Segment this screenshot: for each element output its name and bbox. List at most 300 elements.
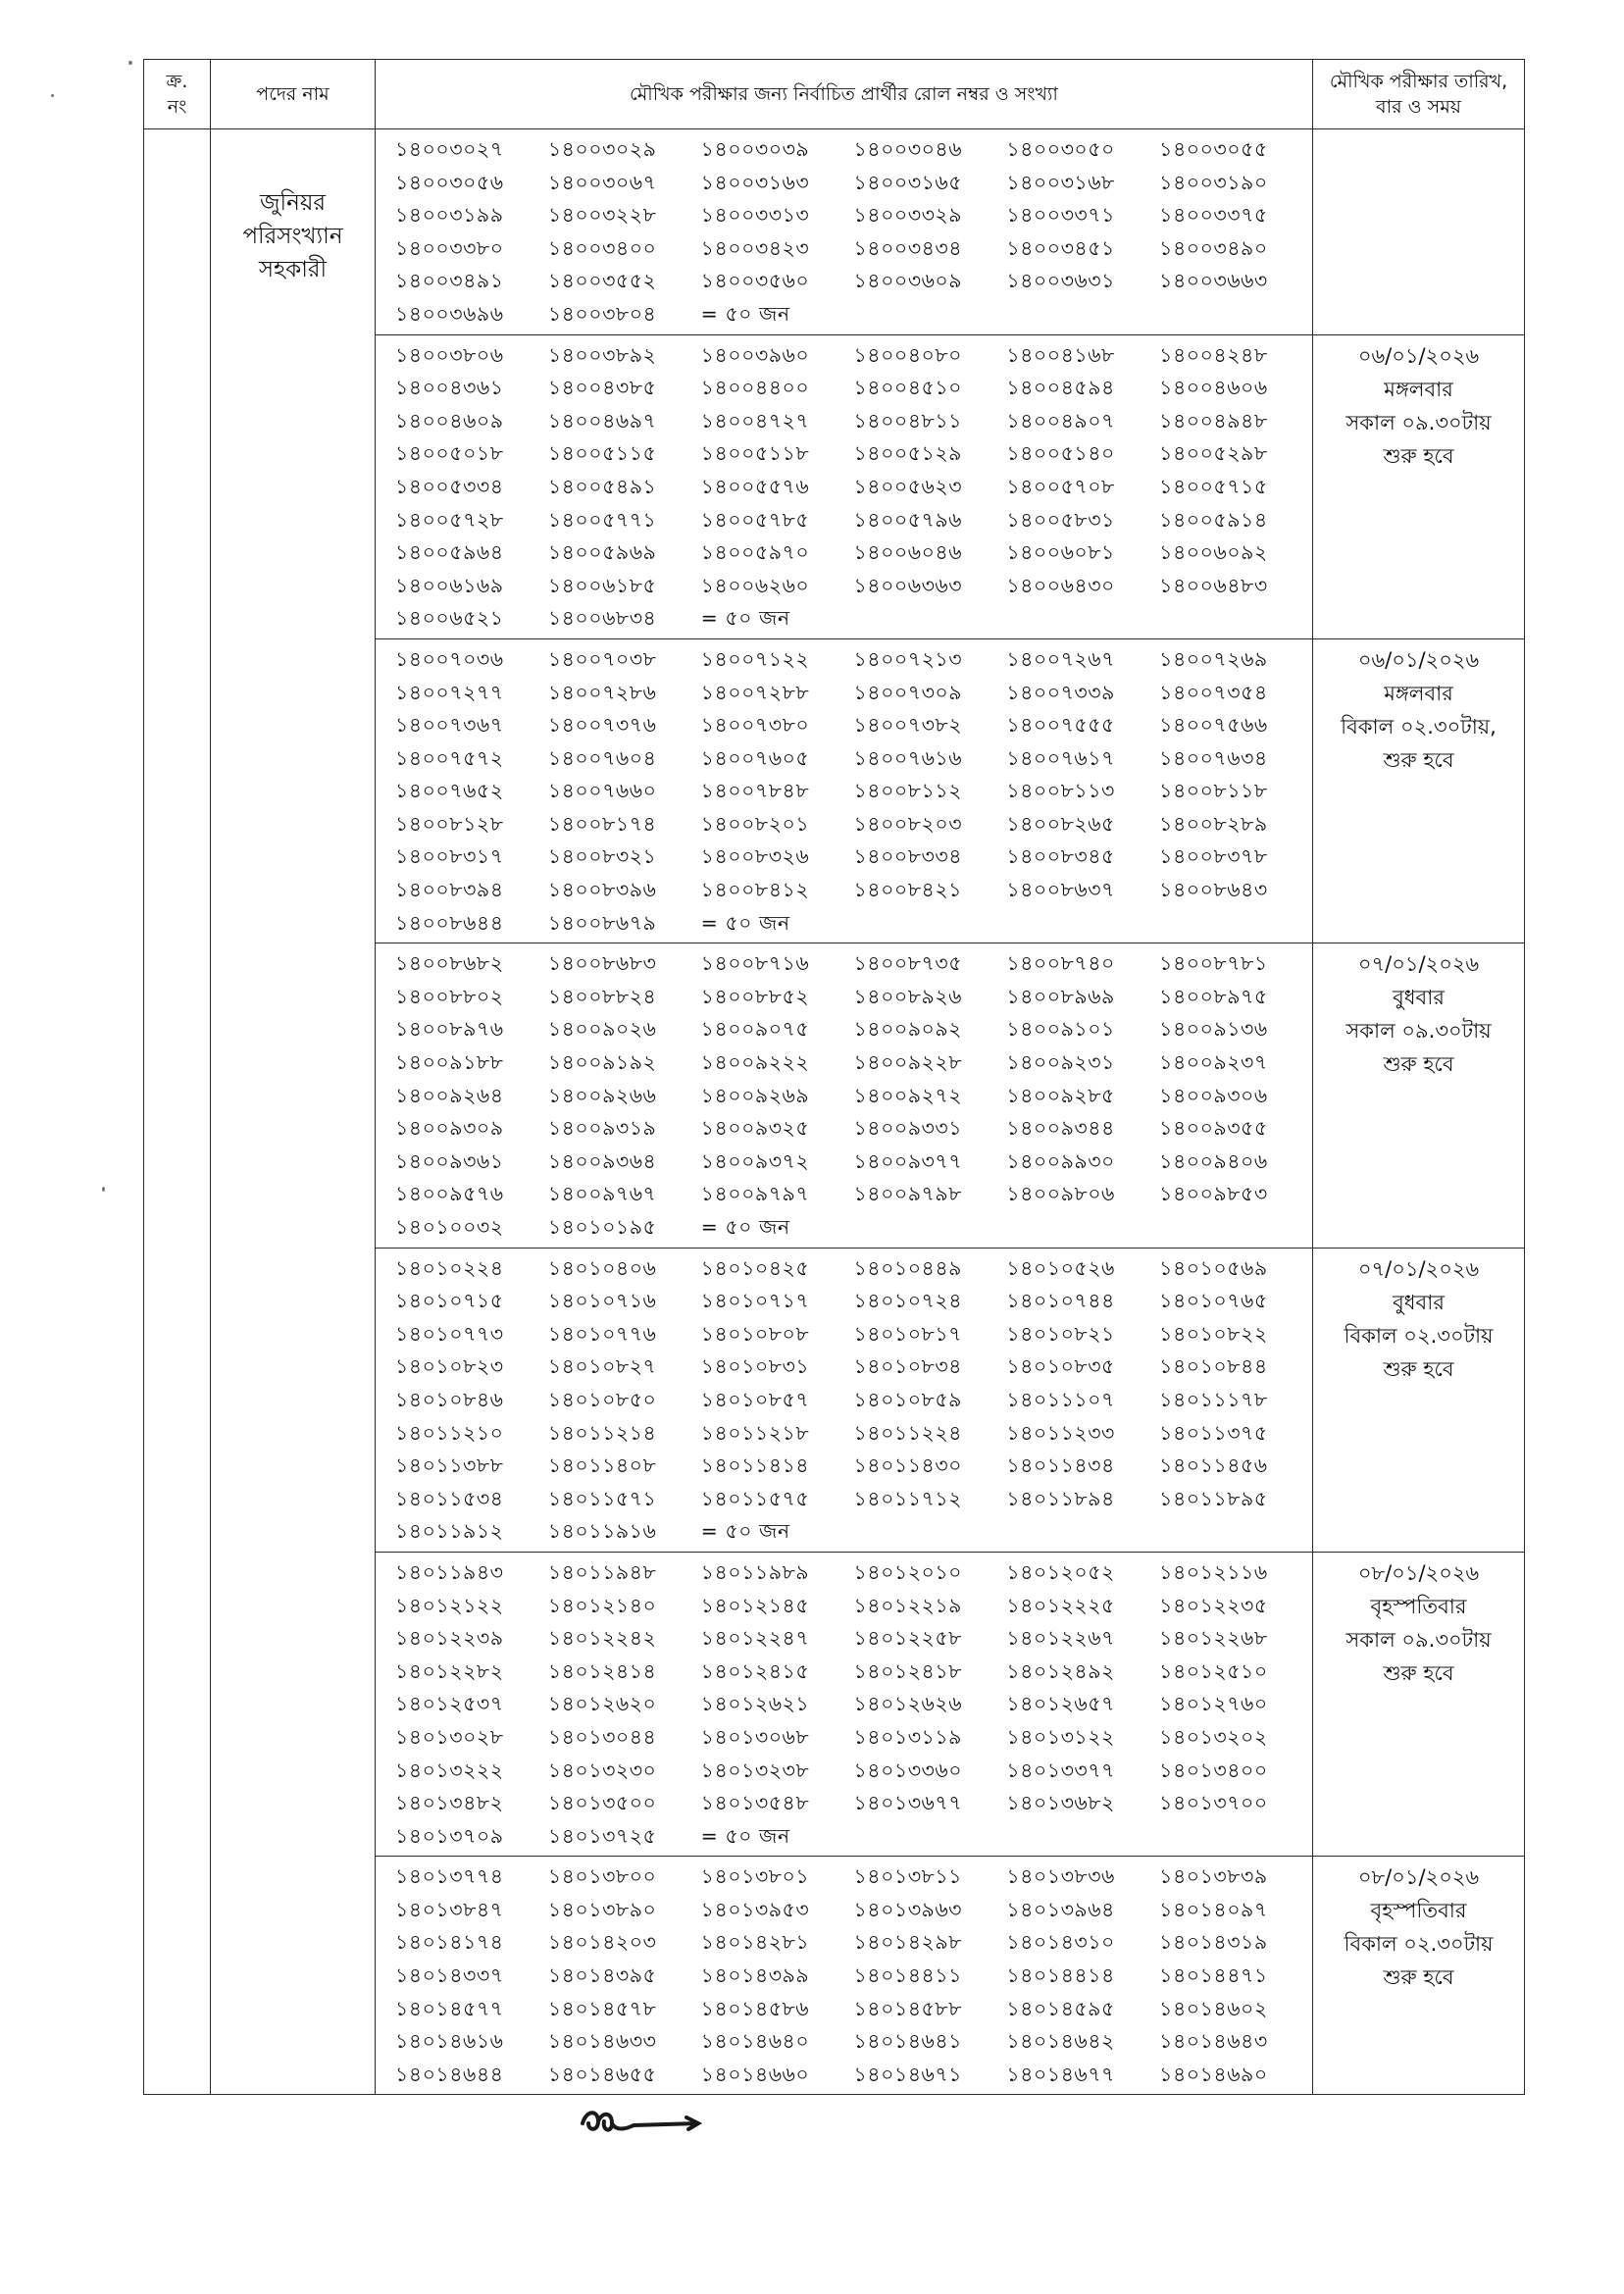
roll-number: ১৪০০৯৭৯৭ bbox=[700, 1182, 810, 1206]
roll-number: ১৪০০৯১৩৬ bbox=[1159, 1017, 1268, 1042]
roll-number: ১৪০০৯২৬৬ bbox=[547, 1083, 657, 1107]
roll-number: ১৪০১২৬২৬ bbox=[853, 1692, 963, 1716]
roll-number: ১৪০১৩৩৭৭ bbox=[1006, 1758, 1115, 1782]
start-note: শুরু হবে bbox=[1383, 1052, 1454, 1077]
roll-number: ১৪০০৩৩২৯ bbox=[853, 203, 963, 228]
roll-number: ১৪০০৮৩১৭ bbox=[395, 844, 504, 869]
roll-number: ১৪০০৩৬০৯ bbox=[853, 269, 963, 293]
roll-number: ১৪০০৩০৬৭ bbox=[547, 170, 657, 194]
roll-number: ১৪০০৯৭৯৮ bbox=[853, 1182, 962, 1206]
roll-number: ১৪০১২৪১৮ bbox=[853, 1658, 962, 1683]
roll-number: ১৪০১১২৩৩ bbox=[1006, 1420, 1115, 1445]
roll-number: ১৪০০৫৩৩৪ bbox=[395, 474, 504, 498]
roll-number: ১৪০০৫৬২৩ bbox=[853, 474, 963, 498]
roll-number: ১৪০০৮৯২৬ bbox=[853, 984, 963, 1008]
header-roll-numbers: মৌখিক পরীক্ষার জন্য নির্বাচিত প্রার্থীর রোল নম্বর ও সংখ্যা bbox=[376, 60, 1313, 129]
group-total-count: = ৫০ জন bbox=[700, 1215, 790, 1239]
roll-number: ১৪০১১৯৮৯ bbox=[700, 1559, 810, 1584]
roll-number: ১৪০০৯২২২ bbox=[700, 1050, 810, 1075]
schedule-cell bbox=[1313, 1857, 1525, 2095]
interview-date: ০৭/০১/২০২৬ bbox=[1357, 1256, 1480, 1281]
roll-number: ১৪০০৮৬৪৩ bbox=[1159, 878, 1268, 902]
roll-number: ১৪০১০৫২৬ bbox=[1006, 1255, 1115, 1280]
interview-date: ০৮/০১/২০২৬ bbox=[1357, 1560, 1480, 1585]
serial-cell bbox=[144, 129, 211, 2095]
roll-number: ১৪০১৪৫৭৭ bbox=[395, 1996, 504, 2020]
roll-number: ১৪০০৬০৯২ bbox=[1159, 540, 1268, 565]
roll-number: ১৪০০৯০২৬ bbox=[547, 1017, 657, 1042]
roll-number: ১৪০০৮৩৪৫ bbox=[1006, 844, 1115, 869]
roll-number: ১৪০০৫৭১৫ bbox=[1159, 474, 1268, 498]
roll-number: ১৪০০৩৪৯০ bbox=[1159, 235, 1268, 260]
roll-number: ১৪০১১৫৩৪ bbox=[395, 1486, 504, 1510]
roll-number: ১৪০১৪৬৪১ bbox=[853, 2029, 962, 2054]
start-note: শুরু হবে bbox=[1383, 1356, 1454, 1381]
schedule-cell bbox=[1313, 943, 1525, 1248]
roll-number: ১৪০০৮২০৩ bbox=[853, 811, 963, 836]
roll-number-grid bbox=[376, 133, 1312, 331]
roll-number: ১৪০০৬৪৩০ bbox=[1006, 573, 1115, 597]
roll-number: ১৪০১১৮৯৫ bbox=[1159, 1486, 1268, 1510]
roll-number: ১৪০১৪৬৪৩ bbox=[1159, 2029, 1268, 2054]
roll-number: ১৪০১০৮৫৯ bbox=[853, 1387, 962, 1411]
roll-number: ১৪০০৯৩৬১ bbox=[395, 1148, 504, 1173]
roll-number: ১৪০০৮৬৪৪ bbox=[395, 910, 504, 935]
roll-number: ১৪০০৯৪০৬ bbox=[1159, 1148, 1268, 1173]
roll-number: ১৪০১৩৫৪৮ bbox=[700, 1791, 810, 1815]
roll-number: ১৪০১০৮২২ bbox=[1159, 1321, 1268, 1346]
roll-number: ১৪০০৩০২৭ bbox=[395, 137, 504, 161]
roll-number: ১৪০০৮১৭৪ bbox=[547, 811, 657, 836]
roll-number: ১৪০০৬৫২১ bbox=[395, 606, 504, 631]
roll-number: ১৪০০৩১৯০ bbox=[1159, 170, 1268, 194]
roll-number: ১৪০১১৪৩০ bbox=[853, 1453, 962, 1478]
roll-number: ১৪০০৪৩৬১ bbox=[395, 376, 504, 400]
roll-number: ১৪০১০৭৭৩ bbox=[395, 1321, 504, 1346]
header-schedule: মৌখিক পরীক্ষার তারিখ, বার ও সময় bbox=[1313, 60, 1525, 129]
interview-day: বৃহস্পতিবার bbox=[1370, 1899, 1467, 1923]
roll-number: ১৪০১৩২২২ bbox=[395, 1758, 504, 1782]
roll-number: ১৪০১২২৪২ bbox=[547, 1626, 657, 1651]
roll-number: ১৪০১০৮৩১ bbox=[700, 1354, 810, 1379]
roll-number: ১৪০০৩৩৮০ bbox=[395, 235, 504, 260]
roll-number: ১৪০১৪১৭৪ bbox=[395, 1930, 504, 1955]
roll-number: ১৪০০৯৩৩১ bbox=[853, 1116, 963, 1141]
interview-date: ০৮/০১/২০২৬ bbox=[1357, 1865, 1480, 1890]
roll-number: ১৪০১৪৩১০ bbox=[1006, 1930, 1115, 1955]
group-total-count: = ৫০ জন bbox=[700, 606, 790, 631]
roll-number: ১৪০০৮৭৩৫ bbox=[853, 951, 963, 976]
roll-number: ১৪০১০৮৫০ bbox=[547, 1387, 657, 1411]
header-serial: ক্র. নং bbox=[144, 60, 211, 129]
roll-number: ১৪০১০৭৭৬ bbox=[547, 1321, 657, 1346]
roll-number: ১৪০০৯৩২৫ bbox=[700, 1116, 810, 1141]
roll-number: ১৪০০৭২৮৮ bbox=[700, 680, 810, 704]
roll-number: ১৪০০৩৩৭১ bbox=[1006, 203, 1115, 228]
roll-number: ১৪০১৩৪০০ bbox=[1159, 1758, 1268, 1782]
roll-number: ১৪০০৯৩০৯ bbox=[395, 1116, 504, 1141]
roll-number: ১৪০০৯২৬৪ bbox=[395, 1083, 504, 1107]
roll-number: ১৪০০৯২৬৯ bbox=[700, 1083, 810, 1107]
roll-number: ১৪০০৩১৬৩ bbox=[700, 170, 810, 194]
roll-number: ১৪০০৮৩৭৮ bbox=[1159, 844, 1268, 869]
roll-number: ১৪০০৩০২৯ bbox=[547, 137, 657, 161]
roll-number: ১৪০০৭৩০৯ bbox=[853, 680, 963, 704]
roll-number: ১৪০০৭১২২ bbox=[700, 646, 810, 671]
roll-number: ১৪০০৬০৪৬ bbox=[853, 540, 963, 565]
signature-mark bbox=[577, 2102, 704, 2141]
roll-number: ১৪০১২৬২১ bbox=[700, 1692, 810, 1716]
scan-speck bbox=[102, 1187, 105, 1192]
roll-number: ১৪০০৮৩২৬ bbox=[700, 844, 810, 869]
schedule-cell bbox=[1313, 1248, 1525, 1552]
roll-number: ১৪০১৩৭০০ bbox=[1159, 1791, 1268, 1815]
roll-number: ১৪০০৯৩৭২ bbox=[700, 1148, 810, 1173]
roll-number: ১৪০০৯৩১৯ bbox=[547, 1116, 657, 1141]
roll-number: ১৪০১০৮০৮ bbox=[700, 1321, 810, 1346]
roll-number: ১৪০০৯২৮৫ bbox=[1006, 1083, 1115, 1107]
roll-number: ১৪০০৮২৬৫ bbox=[1006, 811, 1115, 836]
roll-number: ১৪০০৭২১৩ bbox=[853, 646, 963, 671]
roll-number: ১৪০০৭৬১৭ bbox=[1006, 745, 1115, 770]
roll-number: ১৪০০৮৯৬৯ bbox=[1006, 984, 1115, 1008]
roll-number: ১৪০০৭৩৭৬ bbox=[547, 713, 657, 738]
roll-number: ১৪০১২৪৯২ bbox=[1006, 1658, 1115, 1683]
roll-number: ১৪০০৩১৯৯ bbox=[395, 203, 504, 228]
roll-number: ১৪০১৩৮৩৬ bbox=[1006, 1864, 1115, 1889]
roll-number: ১৪০১০০৩২ bbox=[395, 1215, 504, 1239]
roll-number: ১৪০০৯২৩৭ bbox=[1159, 1050, 1268, 1075]
schedule-cell bbox=[1313, 638, 1525, 943]
schedule-cell bbox=[1313, 1552, 1525, 1856]
roll-number: ১৪০০৮৪২১ bbox=[853, 878, 962, 902]
roll-number: ১৪০০৮১২৮ bbox=[395, 811, 504, 836]
roll-number: ১৪০১৪৩৯৫ bbox=[547, 1963, 657, 1988]
interview-time: সকাল ০৯.৩০টায় bbox=[1345, 1627, 1492, 1652]
roll-number: ১৪০১২১৪০ bbox=[547, 1593, 657, 1617]
roll-number: ১৪০০৩০৩৯ bbox=[700, 137, 810, 161]
roll-number: ১৪০১৪৫৮৬ bbox=[700, 1996, 810, 2020]
roll-number: ১৪০০৮৯৭৬ bbox=[395, 1017, 504, 1042]
roll-number: ১৪০১৩৪৮২ bbox=[395, 1791, 504, 1815]
interview-day: বৃহস্পতিবার bbox=[1370, 1594, 1467, 1618]
roll-number: ১৪০১১৯১৬ bbox=[547, 1519, 657, 1544]
roll-number: ১৪০০৮৩২১ bbox=[547, 844, 657, 869]
roll-number: ১৪০০৭৩৩৯ bbox=[1006, 680, 1115, 704]
roll-number: ১৪০০৭২৬৭ bbox=[1006, 646, 1115, 671]
interview-day: বুধবার bbox=[1393, 986, 1445, 1010]
roll-number: ১৪০০৪২৪৮ bbox=[1159, 342, 1268, 367]
roll-number: ১৪০১৩১২২ bbox=[1006, 1724, 1115, 1749]
roll-number: ১৪০১৩৭৭৪ bbox=[395, 1864, 504, 1889]
roll-number: ১৪০১৪০৯৭ bbox=[1159, 1897, 1268, 1921]
roll-number: ১৪০১২১১৬ bbox=[1159, 1559, 1268, 1584]
roll-number: ১৪০১৪৬৭১ bbox=[853, 2062, 962, 2086]
roll-numbers-cell bbox=[376, 129, 1313, 335]
roll-number: ১৪০১২০১০ bbox=[853, 1559, 963, 1584]
roll-number: ১৪০১২৬৫৭ bbox=[1006, 1692, 1115, 1716]
roll-number: ১৪০০৯৮৫৩ bbox=[1159, 1182, 1268, 1206]
roll-number: ১৪০১২২৬৭ bbox=[1006, 1626, 1115, 1651]
roll-number: ১৪০১৩৯৬৪ bbox=[1006, 1897, 1115, 1921]
roll-number: ১৪০১৩০৬৮ bbox=[700, 1724, 810, 1749]
roll-number: ১৪০১৪৫৯৫ bbox=[1006, 1996, 1115, 2020]
roll-number: ১৪০০৯৩৪৪ bbox=[1006, 1116, 1115, 1141]
roll-number: ১৪০১০৮৪৪ bbox=[1159, 1354, 1268, 1379]
roll-number: ১৪০০৭৫৬৬ bbox=[1159, 713, 1268, 738]
roll-number: ১৪০০৭০৩৮ bbox=[547, 646, 657, 671]
roll-number: ১৪০১৪৪১১ bbox=[853, 1963, 962, 1988]
roll-number: ১৪০০৫৭৭১ bbox=[547, 507, 657, 532]
roll-number: ১৪০০৩৯৬০ bbox=[700, 342, 810, 367]
roll-number: ১৪০১৪৬৪৪ bbox=[395, 2062, 504, 2086]
roll-number: ১৪০০৮৬৮৩ bbox=[547, 951, 657, 976]
roll-number: ১৪০১৪৩৯৯ bbox=[700, 1963, 810, 1988]
roll-number: ১৪০১১২১৪ bbox=[547, 1420, 657, 1445]
roll-number: ১৪০১২৪১৪ bbox=[547, 1658, 657, 1683]
roll-number: ১৪০০৩৩১৩ bbox=[700, 203, 810, 228]
roll-number: ১৪০১০৭৪৪ bbox=[1006, 1289, 1115, 1313]
roll-number: ১৪০১৩৯৫৩ bbox=[700, 1897, 810, 1921]
roll-number: ১৪০০৪৭২৭ bbox=[700, 408, 810, 433]
roll-number: ১৪০১১৯৪৩ bbox=[395, 1559, 504, 1584]
roll-number: ১৪০১৩৬৭৭ bbox=[853, 1791, 963, 1815]
schedule-cell bbox=[1313, 334, 1525, 638]
start-note: শুরু হবে bbox=[1383, 443, 1454, 468]
group-total-count: = ৫০ জন bbox=[700, 1519, 790, 1544]
roll-number: ১৪০১৪৬৪২ bbox=[1006, 2029, 1115, 2054]
interview-time: সকাল ০৯.৩০টায় bbox=[1345, 1019, 1492, 1044]
roll-number: ১৪০১১১০৭ bbox=[1006, 1387, 1115, 1411]
roll-number: ১৪০০৮৮২৪ bbox=[547, 984, 657, 1008]
roll-number: ১৪০০৫৯১৪ bbox=[1159, 507, 1268, 532]
roll-number: ১৪০১০৮৩৪ bbox=[853, 1354, 962, 1379]
roll-number: ১৪০০৬০৮১ bbox=[1006, 540, 1115, 565]
roll-number: ১৪০০৩৮০৪ bbox=[547, 301, 657, 326]
roll-number-grid bbox=[376, 339, 1312, 636]
interview-date: ০৬/০১/২০২৬ bbox=[1357, 647, 1480, 672]
roll-number: ১৪০০৯৩৬৪ bbox=[547, 1148, 657, 1173]
roll-number: ১৪০১১১৭৮ bbox=[1159, 1387, 1268, 1411]
roll-number: ১৪০১৪৩৩৭ bbox=[395, 1963, 504, 1988]
roll-number: ১৪০০৪১৬৮ bbox=[1006, 342, 1115, 367]
roll-numbers-cell bbox=[376, 638, 1313, 943]
roll-number: ১৪০০৩২২৮ bbox=[547, 203, 657, 228]
roll-number: ১৪০০৮৬৩৭ bbox=[1006, 878, 1115, 902]
roll-number: ১৪০০৭৮৪৮ bbox=[700, 779, 810, 803]
roll-number: ১৪০০৯১০১ bbox=[1006, 1017, 1115, 1042]
roll-number: ১৪০১১৯৪৮ bbox=[547, 1559, 657, 1584]
roll-number: ১৪০১৩৮৪৭ bbox=[395, 1897, 504, 1921]
roll-number: ১৪০১৩২০২ bbox=[1159, 1724, 1268, 1749]
interview-time: বিকাল ০২.৩০টায় bbox=[1344, 1932, 1494, 1957]
roll-number: ১৪০০৯৮০৬ bbox=[1006, 1182, 1115, 1206]
start-note: শুরু হবে bbox=[1383, 1965, 1454, 1990]
roll-number: ১৪০০৯০৯২ bbox=[853, 1017, 963, 1042]
roll-number: ১৪০০৫১৪০ bbox=[1006, 441, 1115, 466]
roll-number: ১৪০১১৫৭৫ bbox=[700, 1486, 810, 1510]
post-name-cell bbox=[211, 129, 376, 2095]
interview-time: বিকাল ০২.৩০টায়, bbox=[1341, 714, 1497, 739]
roll-number: ১৪০১৩৭০৯ bbox=[395, 1823, 504, 1848]
roll-number: ১৪০১০৮৪৬ bbox=[395, 1387, 504, 1411]
roll-number: ১৪০১১৪০৮ bbox=[547, 1453, 657, 1478]
roll-number: ১৪০১১৩৭৫ bbox=[1159, 1420, 1268, 1445]
roll-number: ১৪০০৮২০১ bbox=[700, 811, 810, 836]
roll-number: ১৪০১৩০২৮ bbox=[395, 1724, 504, 1749]
roll-number: ১৪০০৪৫৯৪ bbox=[1006, 376, 1115, 400]
roll-number: ১৪০০৩৪৯১ bbox=[395, 269, 504, 293]
roll-number: ১৪০০৪৩৮৫ bbox=[547, 376, 657, 400]
roll-number: ১৪০০৬২৬০ bbox=[700, 573, 810, 597]
roll-number: ১৪০১০৭৬৫ bbox=[1159, 1289, 1268, 1313]
roll-number: ১৪০১২৬২০ bbox=[547, 1692, 657, 1716]
roll-number: ১৪০০৫৭৯৬ bbox=[853, 507, 963, 532]
roll-number: ১৪০১২২৫৮ bbox=[853, 1626, 962, 1651]
roll-number: ১৪০০৬১৬৯ bbox=[395, 573, 504, 597]
roll-number: ১৪০১১৪১৪ bbox=[700, 1453, 810, 1478]
roll-number: ১৪০০৫৪৯১ bbox=[547, 474, 657, 498]
roll-number: ১৪০১২২৬৮ bbox=[1159, 1626, 1268, 1651]
roll-number: ১৪০০৩০৪৬ bbox=[853, 137, 963, 161]
roll-number: ১৪০০৪৪০০ bbox=[700, 376, 810, 400]
roll-number: ১৪০১৩৯৬৩ bbox=[853, 1897, 963, 1921]
roll-number: ১৪০০৪৯৪৮ bbox=[1159, 408, 1268, 433]
interview-day: মঙ্গলবার bbox=[1384, 377, 1453, 401]
interview-day: বুধবার bbox=[1393, 1290, 1445, 1314]
roll-number: ১৪০০৭২৬৯ bbox=[1159, 646, 1268, 671]
scan-speck bbox=[51, 94, 54, 97]
roll-number: ১৪০১২৫৩৭ bbox=[395, 1692, 504, 1716]
roll-number: ১৪০০৩১৬৮ bbox=[1006, 170, 1115, 194]
roll-number: ১৪০০৪৫১০ bbox=[853, 376, 962, 400]
roll-number: ১৪০১৪৬৩৩ bbox=[547, 2029, 657, 2054]
roll-number: ১৪০১১৩৮৮ bbox=[395, 1453, 504, 1478]
roll-number: ১৪০০৭৫৭২ bbox=[395, 745, 504, 770]
roll-number: ১৪০১৩৫০০ bbox=[547, 1791, 657, 1815]
roll-number: ১৪০১২১২২ bbox=[395, 1593, 504, 1617]
schedule-cell bbox=[1313, 129, 1525, 335]
roll-number: ১৪০১৪৬০২ bbox=[1159, 1996, 1268, 2020]
roll-numbers-cell bbox=[376, 1248, 1313, 1552]
roll-number: ১৪০০৪৬৯৭ bbox=[547, 408, 657, 433]
roll-number: ১৪০১৪২৯৮ bbox=[853, 1930, 962, 1955]
roll-number: ১৪০১৪২৮১ bbox=[700, 1930, 810, 1955]
post-name-line: সহকারী bbox=[258, 257, 328, 282]
roll-number: ১৪০০৮৩৩৪ bbox=[853, 844, 963, 869]
roll-number: ১৪০০৯৩৫৫ bbox=[1159, 1116, 1268, 1141]
roll-number: ১৪০১২২৮২ bbox=[395, 1658, 504, 1683]
roll-number: ১৪০১২৪১৫ bbox=[700, 1658, 810, 1683]
roll-number: ১৪০০৭৩৮২ bbox=[853, 713, 963, 738]
roll-number: ১৪০০৫৭০৮ bbox=[1006, 474, 1115, 498]
roll-number: ১৪০১২২৩৯ bbox=[395, 1626, 504, 1651]
roll-number: ১৪০১১৪৩৪ bbox=[1006, 1453, 1115, 1478]
roll-number: ১৪০১১২২৪ bbox=[853, 1420, 962, 1445]
roll-number: ১৪০১১৮৯৪ bbox=[1006, 1486, 1115, 1510]
roll-number: ১৪০০৫৯৭০ bbox=[700, 540, 810, 565]
roll-number: ১৪০০৯২৩১ bbox=[1006, 1050, 1115, 1075]
roll-number: ১৪০০৮৮৫২ bbox=[700, 984, 810, 1008]
roll-number: ১৪০১৪৬৭৭ bbox=[1006, 2062, 1115, 2086]
roll-number: ১৪০১০৭১৬ bbox=[547, 1289, 657, 1313]
roll-number: ১৪০০৩৪০০ bbox=[547, 235, 657, 260]
roll-number: ১৪০০৭৬৩৪ bbox=[1159, 745, 1268, 770]
roll-number: ১৪০০৯৯৩০ bbox=[1006, 1148, 1115, 1173]
roll-number: ১৪০০৯৩০৬ bbox=[1159, 1083, 1268, 1107]
schedule-group-row bbox=[144, 129, 1525, 335]
roll-number: ১৪০১৪২০৩ bbox=[547, 1930, 657, 1955]
roll-number: ১৪০১৪৬৯০ bbox=[1159, 2062, 1268, 2086]
roll-number: ১৪০১২৭৬০ bbox=[1159, 1692, 1268, 1716]
start-note: শুরু হবে bbox=[1383, 1660, 1454, 1685]
roll-number: ১৪০০৩১৬৫ bbox=[853, 170, 963, 194]
group-total-count: = ৫০ জন bbox=[700, 301, 790, 326]
roll-number: ১৪০০৮১১২ bbox=[853, 779, 962, 803]
roll-number: ১৪০১২২৩৫ bbox=[1159, 1593, 1268, 1617]
roll-number: ১৪০১৪৬৬০ bbox=[700, 2062, 810, 2086]
roll-number: ১৪০১১৯১২ bbox=[395, 1519, 504, 1544]
roll-number: ১৪০০৯২৭২ bbox=[853, 1083, 963, 1107]
interview-time: বিকাল ০২.৩০টায় bbox=[1344, 1323, 1494, 1348]
roll-number-grid bbox=[376, 947, 1312, 1244]
roll-number: ১৪০০৭০৩৬ bbox=[395, 646, 504, 671]
roll-number: ১৪০১০৮১৭ bbox=[853, 1321, 962, 1346]
roll-number: ১৪০১০১৯৫ bbox=[547, 1215, 657, 1239]
roll-number: ১৪০১৩৮৯০ bbox=[547, 1897, 657, 1921]
roll-number: ১৪০০৮৭৪০ bbox=[1006, 951, 1115, 976]
roll-number-grid bbox=[376, 1556, 1312, 1853]
roll-number: ১৪০০৪০৮০ bbox=[853, 342, 963, 367]
roll-number: ১৪০১৪৬৫৫ bbox=[547, 2062, 657, 2086]
roll-number: ১৪০০৪৮১১ bbox=[853, 408, 962, 433]
roll-number: ১৪০১২২১৯ bbox=[853, 1593, 962, 1617]
start-note: শুরু হবে bbox=[1383, 747, 1454, 772]
roll-number: ১৪০১৩৬৮২ bbox=[1006, 1791, 1115, 1815]
interview-day: মঙ্গলবার bbox=[1384, 681, 1453, 705]
roll-number: ১৪০১০৭১৭ bbox=[700, 1289, 810, 1313]
roll-numbers-cell bbox=[376, 943, 1313, 1248]
roll-number: ১৪০০৯১৮৮ bbox=[395, 1050, 504, 1075]
roll-number: ১৪০১৪৪১৪ bbox=[1006, 1963, 1115, 1988]
roll-number: ১৪০০৯৩৭৭ bbox=[853, 1148, 963, 1173]
scan-speck bbox=[128, 61, 132, 65]
roll-number: ১৪০০৭৩৫৪ bbox=[1159, 680, 1268, 704]
roll-number: ১৪০১৩০৪৪ bbox=[547, 1724, 657, 1749]
roll-number: ১৪০০৪৬০৯ bbox=[395, 408, 504, 433]
roll-number: ১৪০০৫৯৬৪ bbox=[395, 540, 504, 565]
roll-number: ১৪০০৮৩৯৬ bbox=[547, 878, 657, 902]
roll-number: ১৪০০৭২৮৬ bbox=[547, 680, 657, 704]
roll-number: ১৪০১০৭১৫ bbox=[395, 1289, 504, 1313]
roll-number: ১৪০০৩০৫৫ bbox=[1159, 137, 1268, 161]
roll-number: ১৪০১০৮৫৭ bbox=[700, 1387, 810, 1411]
roll-number: ১৪০১১২১৮ bbox=[700, 1420, 810, 1445]
roll-number: ১৪০১০৮৩৫ bbox=[1006, 1354, 1115, 1379]
roll-number: ১৪০০৫৭২৮ bbox=[395, 507, 504, 532]
interview-schedule-table bbox=[143, 59, 1525, 2095]
roll-number: ১৪০০৮১১৮ bbox=[1159, 779, 1268, 803]
roll-numbers-cell bbox=[376, 334, 1313, 638]
roll-number: ১৪০০৩৪২৩ bbox=[700, 235, 810, 260]
roll-number: ১৪০১২২২৫ bbox=[1006, 1593, 1115, 1617]
roll-number: ১৪০১৪৫৮৮ bbox=[853, 1996, 962, 2020]
roll-numbers-cell bbox=[376, 1857, 1313, 2095]
roll-number: ১৪০০৬৪৮৩ bbox=[1159, 573, 1268, 597]
roll-number: ১৪০০৮৮০২ bbox=[395, 984, 504, 1008]
post-name-line: জুনিয়র bbox=[259, 190, 327, 216]
roll-number: ১৪০১৩৮০০ bbox=[547, 1864, 657, 1889]
